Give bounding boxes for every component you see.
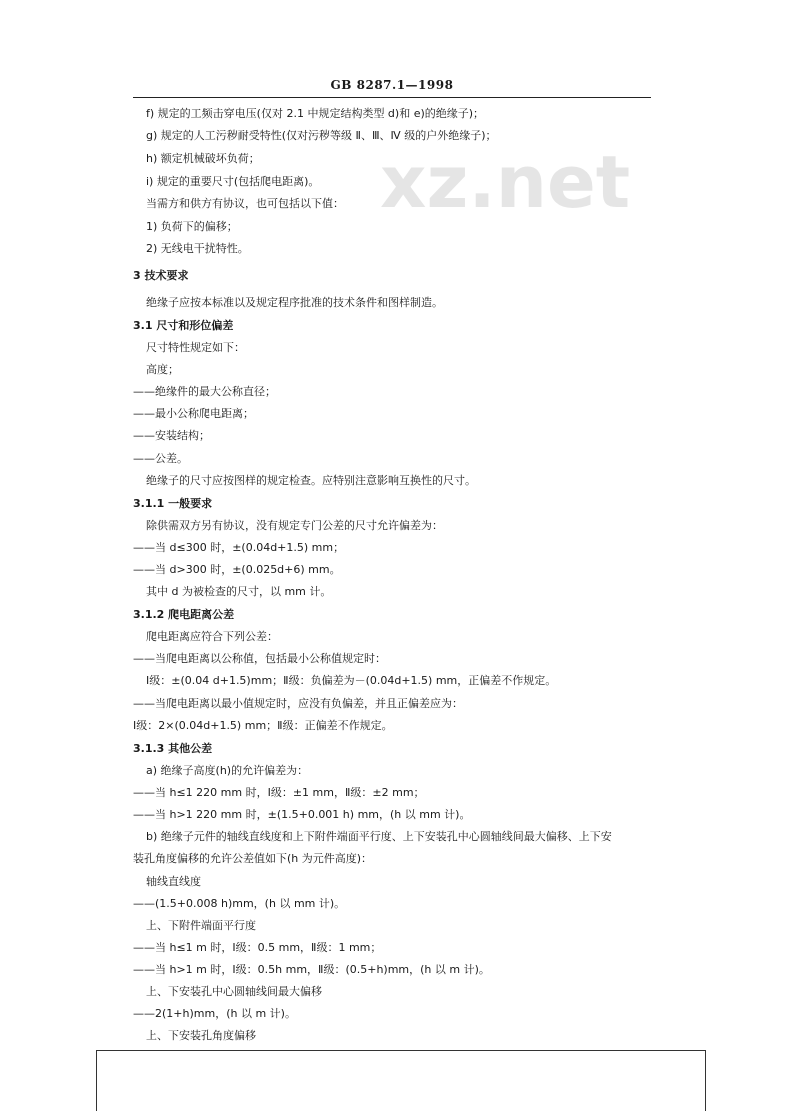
text-line: 除供需双方另有协议，没有规定专门公差的尺寸允许偏差为： bbox=[146, 519, 443, 532]
text-line: ——当 h≤1 220 mm 时，Ⅰ级：±1 mm，Ⅱ级：±2 mm； bbox=[133, 786, 425, 799]
text-line: f) 规定的工频击穿电压(仅对 2.1 中规定结构类型 d)和 e)的绝缘子)； bbox=[146, 107, 485, 120]
text-line: ——2(1+h)mm，(h 以 m 计)。 bbox=[133, 1007, 296, 1020]
text-line: 爬电距离应符合下列公差： bbox=[146, 630, 278, 643]
text-line: ——(1.5+0.008 h)mm，(h 以 mm 计)。 bbox=[133, 897, 346, 910]
text-line: 上、下附件端面平行度 bbox=[146, 919, 256, 932]
text-line: 其中 d 为被检查的尺寸，以 mm 计。 bbox=[146, 585, 332, 598]
text-line: ——当 h>1 220 mm 时，±(1.5+0.001 h) mm，(h 以 mm 计)。 bbox=[133, 808, 471, 821]
text-line: ——当 h≤1 m 时，Ⅰ级：0.5 mm，Ⅱ级：1 mm； bbox=[133, 941, 382, 954]
header-rule bbox=[133, 97, 651, 98]
section-heading: 3.1 尺寸和形位偏差 bbox=[133, 319, 234, 332]
text-line: 尺寸特性规定如下： bbox=[146, 341, 245, 354]
text-line: 上、下安装孔角度偏移 bbox=[146, 1029, 256, 1042]
bottom-frame bbox=[96, 1050, 706, 1111]
section-heading: 3.1.2 爬电距离公差 bbox=[133, 608, 235, 621]
text-line: 轴线直线度 bbox=[146, 875, 201, 888]
text-line: i) 规定的重要尺寸(包括爬电距离)。 bbox=[146, 175, 320, 188]
text-line: 高度； bbox=[146, 363, 179, 376]
text-line: g) 规定的人工污秽耐受特性(仅对污秽等级 Ⅱ、Ⅲ、Ⅳ 级的户外绝缘子)； bbox=[146, 129, 497, 142]
text-line: ——当 h>1 m 时，Ⅰ级：0.5h mm，Ⅱ级：(0.5+h)mm，(h 以 m 计)。 bbox=[133, 963, 490, 976]
text-line: Ⅰ级：2×(0.04d+1.5) mm；Ⅱ级：正偏差不作规定。 bbox=[133, 719, 393, 732]
text-line: 装孔角度偏移的允许公差值如下(h 为元件高度)： bbox=[133, 852, 373, 865]
text-line: 上、下安装孔中心圆轴线间最大偏移 bbox=[146, 985, 322, 998]
text-line: 绝缘子应按本标准以及规定程序批准的技术条件和图样制造。 bbox=[146, 296, 443, 309]
text-line: ——安装结构； bbox=[133, 429, 210, 442]
text-line: ——当爬电距离以公称值，包括最小公称值规定时： bbox=[133, 652, 386, 665]
text-line: 当需方和供方有协议，也可包括以下值： bbox=[146, 197, 344, 210]
text-line: ——最小公称爬电距离； bbox=[133, 407, 254, 420]
text-line: a) 绝缘子高度(h)的允许偏差为： bbox=[146, 764, 309, 777]
text-line: Ⅰ级：±(0.04 d+1.5)mm；Ⅱ级：负偏差为－(0.04d+1.5) mm，正偏差不作规定。 bbox=[146, 674, 557, 687]
text-line: ——当 d≤300 时，±(0.04d+1.5) mm； bbox=[133, 541, 345, 554]
text-line: ——绝缘件的最大公称直径； bbox=[133, 385, 276, 398]
section-heading: 3 技术要求 bbox=[133, 269, 189, 282]
text-line: h) 额定机械破坏负荷； bbox=[146, 152, 260, 165]
text-line: ——当爬电距离以最小值规定时，应没有负偏差，并且正偏差应为： bbox=[133, 697, 463, 710]
watermark: xz.net bbox=[380, 140, 631, 224]
text-line: 绝缘子的尺寸应按图样的规定检查。应特别注意影响互换性的尺寸。 bbox=[146, 474, 476, 487]
text-line: ——当 d>300 时，±(0.025d+6) mm。 bbox=[133, 563, 341, 576]
section-heading: 3.1.1 一般要求 bbox=[133, 497, 213, 510]
text-line: 1) 负荷下的偏移； bbox=[146, 220, 238, 233]
text-line: ——公差。 bbox=[133, 452, 188, 465]
text-line: 2) 无线电干扰特性。 bbox=[146, 242, 249, 255]
document-header: GB 8287.1—1998 bbox=[330, 78, 454, 92]
text-line: b) 绝缘子元件的轴线直线度和上下附件端面平行度、上下安装孔中心圆轴线间最大偏移、上下安 bbox=[146, 830, 612, 843]
section-heading: 3.1.3 其他公差 bbox=[133, 742, 213, 755]
